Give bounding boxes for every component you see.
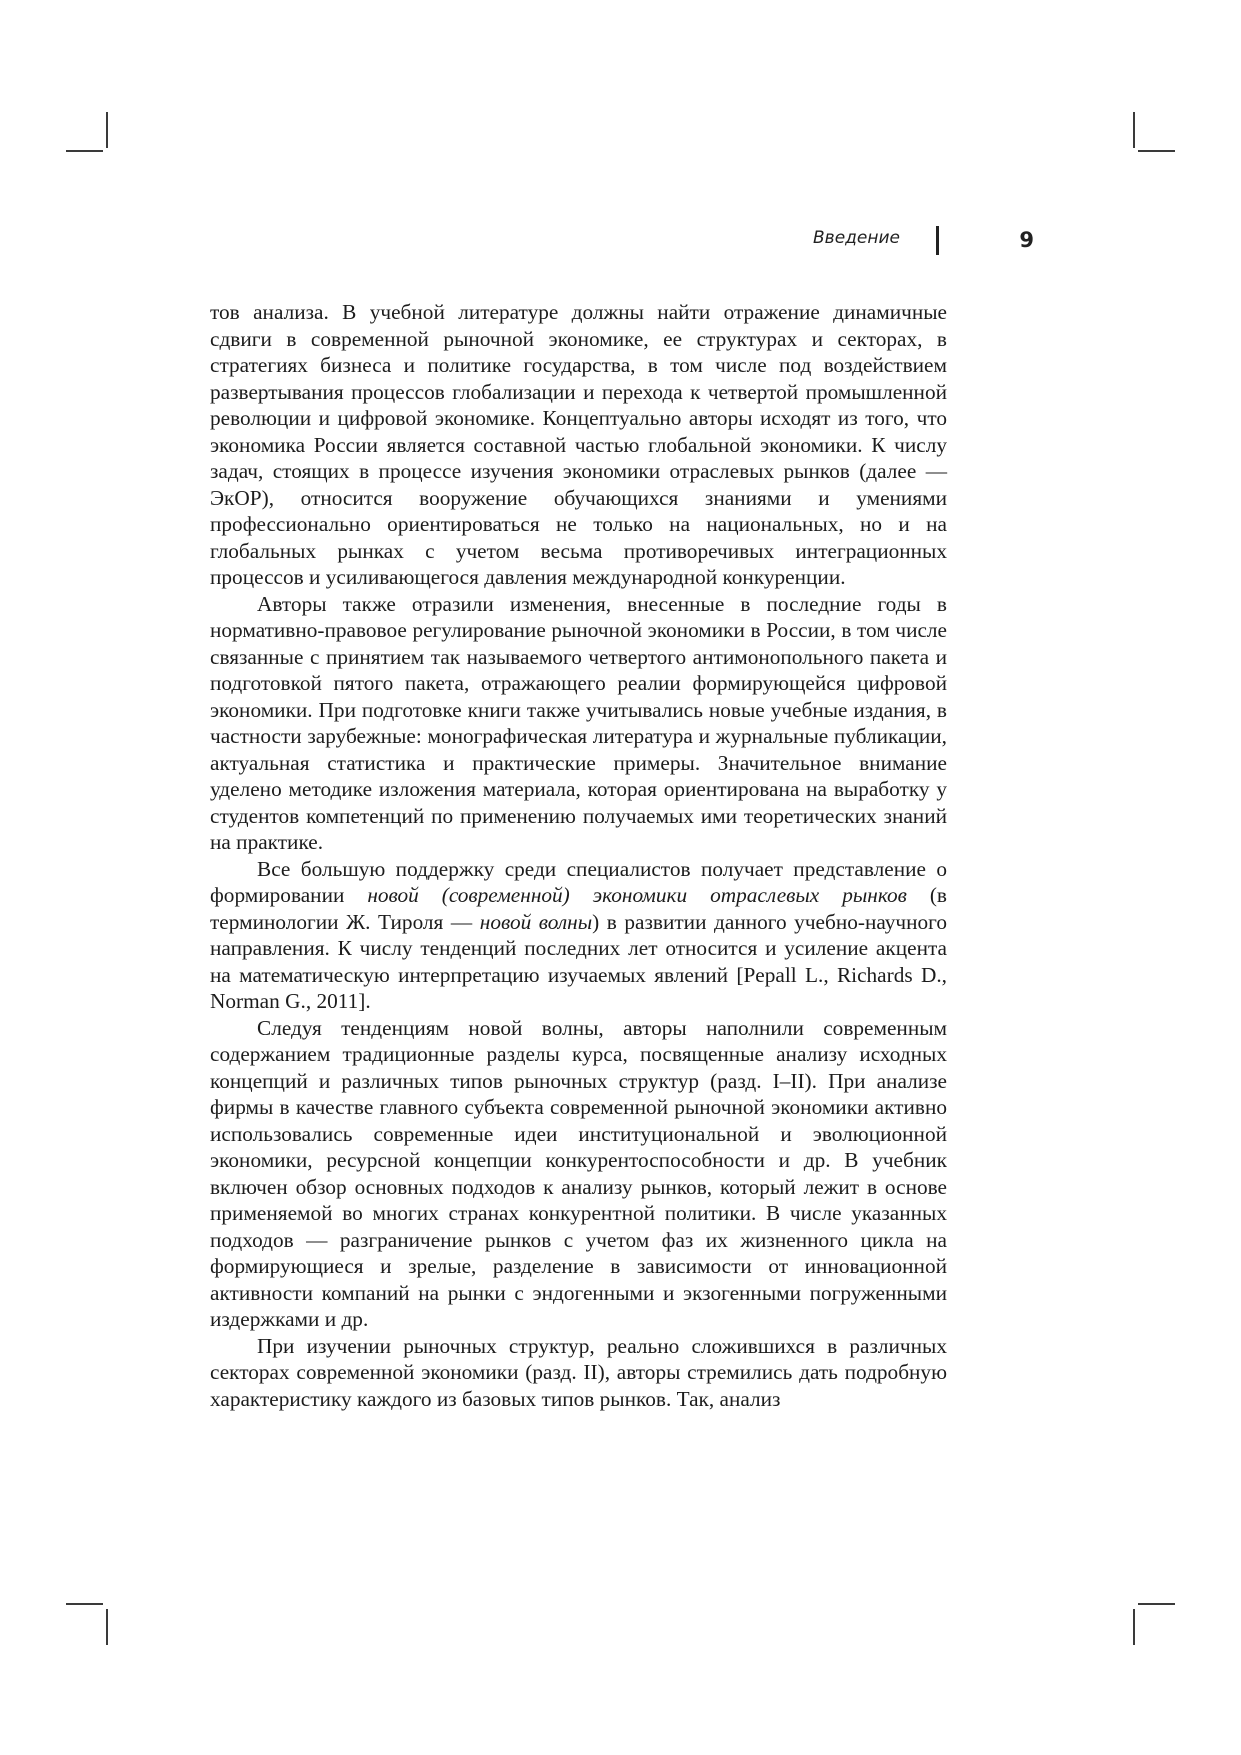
page-number: 9 [1019,228,1034,252]
paragraph-3-part-2: (в терминологии Ж. Тироля — [210,883,947,934]
paragraph-4: Следуя тенденциям новой волны, авторы наполнили современным содержанием традиционные разделы курса, посвященные анализу исходных концепций и различных типов рыночных структур (разд. I–II). При анализе фирмы в качестве главного субъекта современной рыночной экономики активно использовались современные идеи институциональной и эволюционной экономики, ресурсной концепции конкурентоспособности и др. В учебник включен обзор основных подходов к анализу рынков, который лежит в основе применяемой во многих странах конкурентной политики. В числе указанных подходов — разграничение рынков с учетом фаз их жизненного цикла на формирующиеся и зрелые, разделение в зависимости от инновационной активности компаний на рынки с эндогенными и экзогенными погруженными издержками и др. [210,1015,947,1331]
running-head [210,224,1034,264]
paragraph-3 [210,856,947,1015]
crop-mark-bottom-right-vertical [1133,1609,1135,1645]
term-new-wave: новой волны [479,909,593,934]
header-divider [936,226,939,255]
crop-mark-top-left-vertical [106,112,108,148]
crop-mark-bottom-left-horizontal [66,1603,103,1605]
crop-mark-top-right-horizontal [1138,150,1175,152]
paragraph-3-part-1: Все большую поддержку среди специалистов получает представление о формировании [210,856,947,907]
section-title: Введение [813,228,900,248]
crop-mark-bottom-left-vertical [106,1609,108,1645]
body-text [210,299,947,1412]
crop-mark-top-left-horizontal [66,150,103,152]
term-new-economy-industrial-markets: новой (современной) экономики отраслевых рынков [367,883,907,907]
crop-mark-bottom-right-horizontal [1138,1603,1175,1605]
paragraph-2: Авторы также отразили изменения, внесенные в последние годы в нормативно-правовое регулирование рыночной экономики в России, в том числе связанные с принятием так называемого четвертого антимонопольного пакета и подготовкой пятого пакета, отражающего реалии формирующейся цифровой экономики. При подготовке книги также учитывались новые учебные издания, в частности зарубежные: монографическая литература и журнальные публикации, актуальная статистика и практические примеры. Значительное внимание уделено методике изложения материала, которая ориентирована на выработку у студентов компетенций по применению получаемых ими теоретических знаний на практике. [210,591,947,854]
crop-mark-top-right-vertical [1133,112,1135,148]
paragraph-1: тов анализа. В учебной литературе должны найти отражение динамичные сдвиги в современной рыночной экономике, ее структурах и секторах, в стратегиях бизнеса и политике государства, в том числе под воздействием развертывания процессов глобализации и перехода к четвертой промышленной революции и цифровой экономике. Концептуально авторы исходят из того, что экономика России является составной частью глобальной экономики. К числу задач, стоящих в процессе изучения экономики отраслевых рынков (далее — ЭкОР), относится вооружение обучающихся знаниями и умениями профессионально ориентироваться не только на национальных, но и на глобальных рынках с учетом весьма противоречивых интеграционных процессов и усиливающегося давления международной конкуренции. [210,300,947,589]
paragraph-5: При изучении рыночных структур, реально сложившихся в различных секторах современной экономики (разд. II), авторы стремились дать подробную характеристику каждого из базовых типов рынков. Так, анализ [210,1333,947,1411]
paragraph-3-part-3: ) в развитии данного учебно-научного направления. К числу тенденций последних лет относится и усиление акцента на математическую интерпретацию изучаемых явлений [Pepall L., Richards D., Norman G., 2011]. [210,909,947,1013]
